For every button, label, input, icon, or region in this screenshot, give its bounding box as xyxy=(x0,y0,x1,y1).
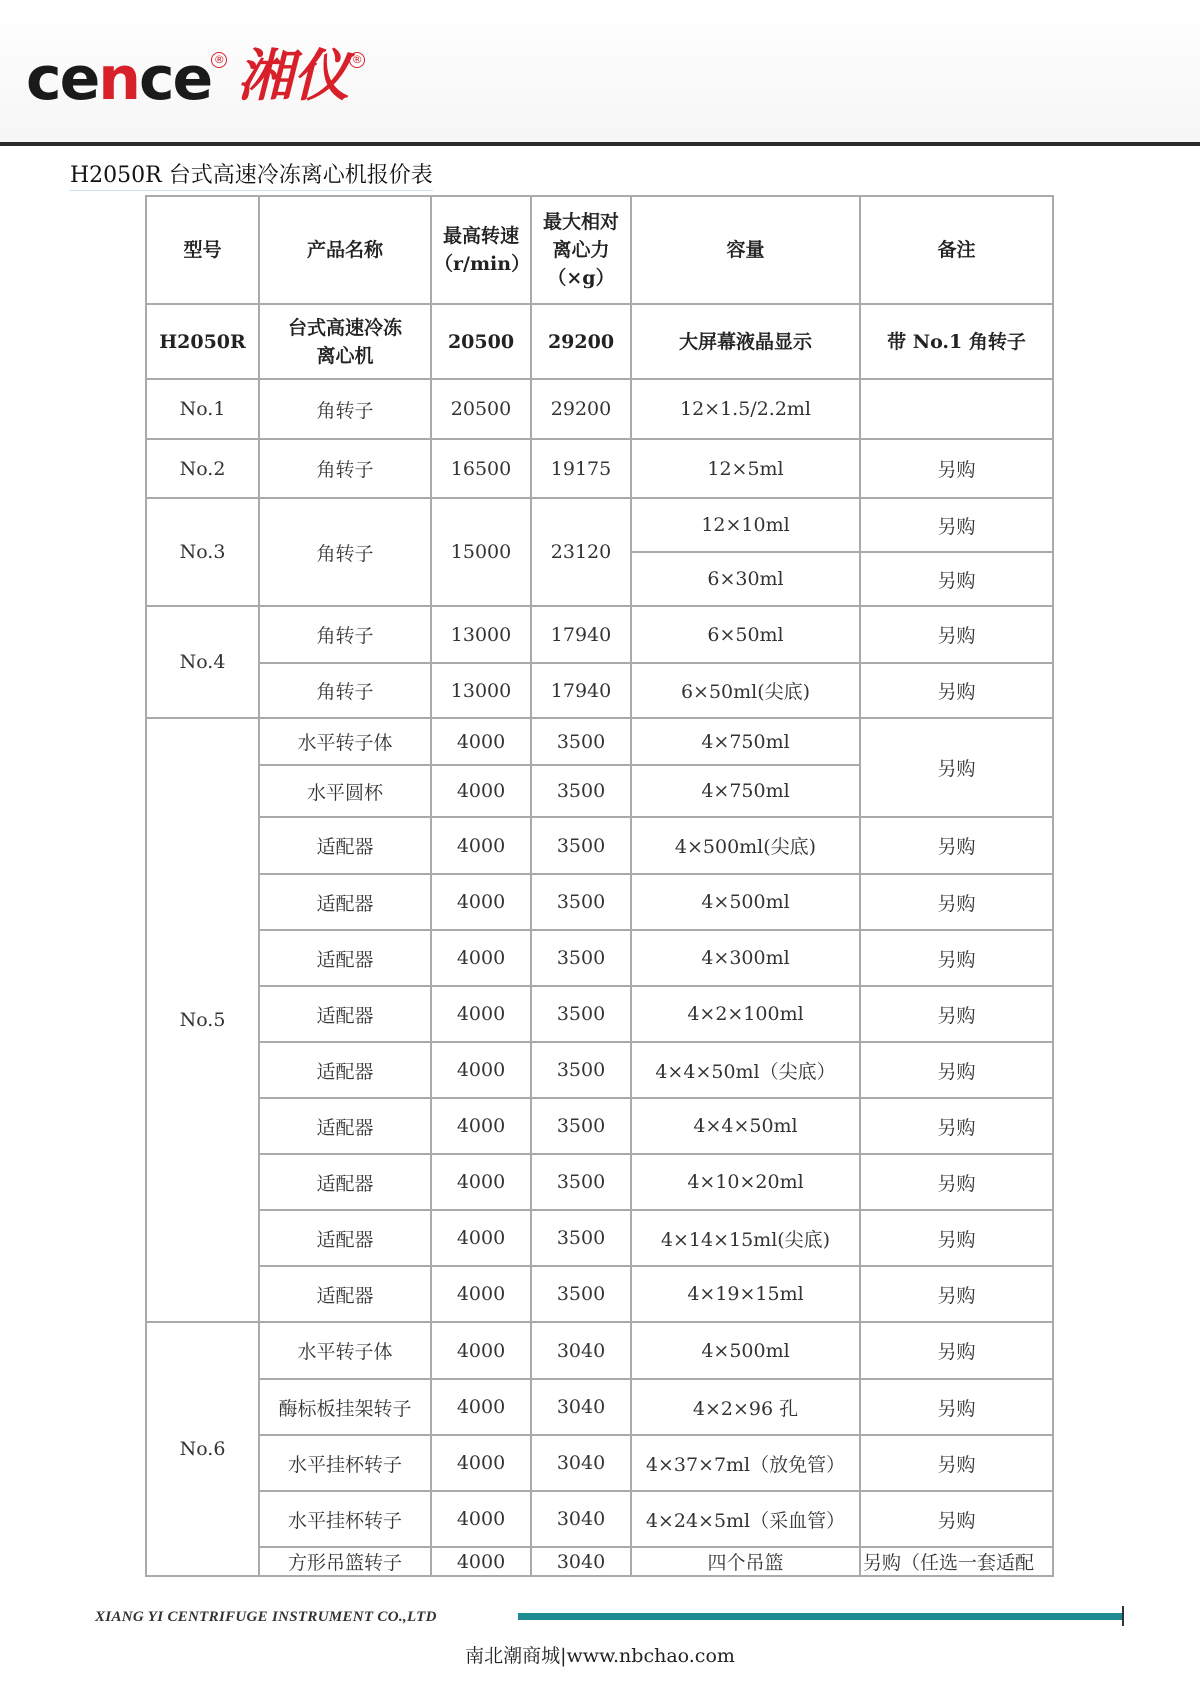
cell-remark: 另购 xyxy=(860,1491,1053,1547)
cell-product-name: 方形吊篮转子 xyxy=(259,1547,431,1576)
cell-capacity: 4×4×50ml xyxy=(631,1098,860,1154)
cell-capacity: 4×19×15ml xyxy=(631,1266,860,1322)
cell-product-name: 水平挂杯转子 xyxy=(259,1491,431,1547)
cell-max-speed: 4000 xyxy=(431,986,531,1042)
cell-product-name: 适配器 xyxy=(259,986,431,1042)
cell-max-rcf: 3040 xyxy=(531,1379,631,1435)
cell-remark: 另购（任选一套适配 xyxy=(860,1547,1053,1576)
cell-remark: 另购 xyxy=(860,1210,1053,1266)
footer-company: XIANG YI CENTRIFUGE INSTRUMENT CO.,LTD xyxy=(95,1609,437,1625)
cell-remark: 另购 xyxy=(860,930,1053,986)
cell-product-name: 角转子 xyxy=(259,663,431,718)
cell-product-name: 适配器 xyxy=(259,817,431,874)
table-header-row xyxy=(146,196,1053,304)
cell-capacity: 4×300ml xyxy=(631,930,860,986)
cell-product-name: 水平转子体 xyxy=(259,718,431,765)
header-remark: 备注 xyxy=(860,196,1053,304)
table-row xyxy=(146,1379,1053,1435)
cell-product-name: 角转子 xyxy=(259,439,431,498)
cell-max-speed: 20500 xyxy=(431,304,531,379)
cell-max-rcf: 3500 xyxy=(531,986,631,1042)
cell-remark: 另购 xyxy=(860,663,1053,718)
cell-model: No.5 xyxy=(146,718,259,1322)
cell-max-speed: 4000 xyxy=(431,1266,531,1322)
cell-max-speed: 4000 xyxy=(431,817,531,874)
cell-capacity: 6×50ml xyxy=(631,606,860,663)
cell-remark: 另购 xyxy=(860,1042,1053,1098)
table-row xyxy=(146,718,1053,765)
cell-remark: 另购 xyxy=(860,874,1053,930)
cell-capacity: 4×24×5ml（采血管） xyxy=(631,1491,860,1547)
cell-model: H2050R xyxy=(146,304,259,379)
cell-product-name: 角转子 xyxy=(259,606,431,663)
cell-product-name: 适配器 xyxy=(259,874,431,930)
cell-product-name: 水平转子体 xyxy=(259,1322,431,1379)
cell-max-speed: 4000 xyxy=(431,1491,531,1547)
cell-max-speed: 15000 xyxy=(431,498,531,606)
table-row xyxy=(146,817,1053,874)
cell-remark: 另购 xyxy=(860,1322,1053,1379)
cell-remark: 另购 xyxy=(860,439,1053,498)
cell-max-speed: 4000 xyxy=(431,1210,531,1266)
cell-capacity: 4×2×96 孔 xyxy=(631,1379,860,1435)
cell-capacity: 12×10ml xyxy=(631,498,860,552)
cell-capacity: 4×500ml xyxy=(631,874,860,930)
table-row xyxy=(146,930,1053,986)
cell-capacity: 4×10×20ml xyxy=(631,1154,860,1210)
header-max-rcf: 最大相对 离心力 （×g） xyxy=(531,196,631,304)
cell-max-speed: 4000 xyxy=(431,1435,531,1491)
table-row xyxy=(146,1210,1053,1266)
cell-product-name: 台式高速冷冻 离心机 xyxy=(259,304,431,379)
cell-max-speed: 4000 xyxy=(431,874,531,930)
cell-capacity: 大屏幕液晶显示 xyxy=(631,304,860,379)
cell-max-rcf: 3500 xyxy=(531,1042,631,1098)
header-max-speed: 最高转速 （r/min） xyxy=(431,196,531,304)
cell-max-rcf: 29200 xyxy=(531,304,631,379)
logo-text-cn: 湘仪 xyxy=(237,44,350,109)
cell-remark: 另购 xyxy=(860,1266,1053,1322)
cell-capacity: 4×750ml xyxy=(631,765,860,817)
cell-model: No.4 xyxy=(146,606,259,718)
table-row xyxy=(146,874,1053,930)
cell-capacity: 四个吊篮 xyxy=(631,1547,860,1576)
cell-remark: 另购 xyxy=(860,606,1053,663)
cell-capacity: 4×750ml xyxy=(631,718,860,765)
cell-model: No.1 xyxy=(146,379,259,439)
cell-remark: 另购 xyxy=(860,1098,1053,1154)
cell-product-name: 水平挂杯转子 xyxy=(259,1435,431,1491)
cell-product-name: 酶标板挂架转子 xyxy=(259,1379,431,1435)
table-row xyxy=(146,1322,1053,1379)
cell-max-rcf: 3040 xyxy=(531,1435,631,1491)
cell-max-speed: 4000 xyxy=(431,718,531,765)
cell-product-name: 适配器 xyxy=(259,1154,431,1210)
cell-capacity: 12×1.5/2.2ml xyxy=(631,379,860,439)
table-row xyxy=(146,1266,1053,1322)
table-row xyxy=(146,1098,1053,1154)
cell-capacity: 6×30ml xyxy=(631,552,860,606)
cell-max-speed: 4000 xyxy=(431,1154,531,1210)
cell-product-name: 适配器 xyxy=(259,1210,431,1266)
cell-product-name: 适配器 xyxy=(259,1098,431,1154)
cell-product-name: 适配器 xyxy=(259,1266,431,1322)
cell-capacity: 4×37×7ml（放免管） xyxy=(631,1435,860,1491)
cell-max-rcf: 3500 xyxy=(531,1098,631,1154)
cell-max-rcf: 17940 xyxy=(531,606,631,663)
cell-model: No.2 xyxy=(146,439,259,498)
cell-product-name: 角转子 xyxy=(259,379,431,439)
table-row xyxy=(146,606,1053,663)
cell-max-speed: 4000 xyxy=(431,1042,531,1098)
cell-remark: 另购 xyxy=(860,1379,1053,1435)
cell-remark: 另购 xyxy=(860,552,1053,606)
cell-max-rcf: 3500 xyxy=(531,1154,631,1210)
cell-max-rcf: 3500 xyxy=(531,1210,631,1266)
header-divider xyxy=(0,142,1200,146)
page-header xyxy=(0,0,1200,142)
cell-remark xyxy=(860,379,1053,439)
cell-capacity: 4×500ml(尖底) xyxy=(631,817,860,874)
cell-max-rcf: 29200 xyxy=(531,379,631,439)
cell-max-rcf: 3500 xyxy=(531,718,631,765)
header-capacity: 容量 xyxy=(631,196,860,304)
cell-max-rcf: 23120 xyxy=(531,498,631,606)
table-row xyxy=(146,1491,1053,1547)
cell-max-rcf: 19175 xyxy=(531,439,631,498)
cell-max-speed: 4000 xyxy=(431,1547,531,1576)
footer-divider xyxy=(1122,1606,1124,1626)
registered-mark-icon: ® xyxy=(349,52,365,68)
cell-remark: 另购 xyxy=(860,1154,1053,1210)
cell-remark: 另购 xyxy=(860,1435,1053,1491)
cell-max-rcf: 3040 xyxy=(531,1322,631,1379)
cell-capacity: 6×50ml(尖底) xyxy=(631,663,860,718)
table-row xyxy=(146,986,1053,1042)
cell-capacity: 4×14×15ml(尖底) xyxy=(631,1210,860,1266)
table-row xyxy=(146,663,1053,718)
footer-site-link[interactable]: 南北潮商城|www.nbchao.com xyxy=(465,1645,735,1667)
table-row xyxy=(146,498,1053,552)
table-row xyxy=(146,1042,1053,1098)
cell-max-speed: 13000 xyxy=(431,663,531,718)
cell-product-name: 适配器 xyxy=(259,930,431,986)
cell-max-rcf: 17940 xyxy=(531,663,631,718)
cell-product-name: 水平圆杯 xyxy=(259,765,431,817)
price-table xyxy=(145,195,1054,1577)
table-row xyxy=(146,379,1053,439)
page-title: H2050R 台式高速冷冻离心机报价表 xyxy=(70,162,433,191)
cell-max-speed: 4000 xyxy=(431,1379,531,1435)
cell-max-rcf: 3040 xyxy=(531,1547,631,1576)
cell-max-speed: 4000 xyxy=(431,1322,531,1379)
table-row xyxy=(146,439,1053,498)
cell-max-rcf: 3500 xyxy=(531,874,631,930)
table-row xyxy=(146,304,1053,379)
cell-remark: 另购 xyxy=(860,986,1053,1042)
cell-max-rcf: 3500 xyxy=(531,930,631,986)
cell-model: No.3 xyxy=(146,498,259,606)
cell-max-speed: 4000 xyxy=(431,1098,531,1154)
cence-logo xyxy=(26,44,365,114)
header-product-name: 产品名称 xyxy=(259,196,431,304)
cell-remark: 带 No.1 角转子 xyxy=(860,304,1053,379)
cell-max-rcf: 3040 xyxy=(531,1491,631,1547)
cell-max-speed: 13000 xyxy=(431,606,531,663)
cell-capacity: 4×500ml xyxy=(631,1322,860,1379)
table-row xyxy=(146,1435,1053,1491)
cell-max-rcf: 3500 xyxy=(531,765,631,817)
table-row xyxy=(146,1154,1053,1210)
table-row xyxy=(146,1547,1053,1576)
cell-max-rcf: 3500 xyxy=(531,817,631,874)
cell-product-name: 适配器 xyxy=(259,1042,431,1098)
cell-product-name: 角转子 xyxy=(259,498,431,606)
cell-capacity: 4×4×50ml（尖底） xyxy=(631,1042,860,1098)
cell-max-speed: 4000 xyxy=(431,930,531,986)
header-model: 型号 xyxy=(146,196,259,304)
cell-capacity: 4×2×100ml xyxy=(631,986,860,1042)
cell-remark: 另购 xyxy=(860,817,1053,874)
footer-bar xyxy=(518,1613,1123,1620)
cell-model: No.6 xyxy=(146,1322,259,1576)
cell-remark: 另购 xyxy=(860,718,1053,817)
cell-remark: 另购 xyxy=(860,498,1053,552)
registered-mark-icon: ® xyxy=(211,52,227,68)
cell-capacity: 12×5ml xyxy=(631,439,860,498)
cell-max-speed: 4000 xyxy=(431,765,531,817)
cell-max-speed: 20500 xyxy=(431,379,531,439)
logo-text-en: cence xyxy=(26,44,212,114)
cell-max-speed: 16500 xyxy=(431,439,531,498)
cell-max-rcf: 3500 xyxy=(531,1266,631,1322)
